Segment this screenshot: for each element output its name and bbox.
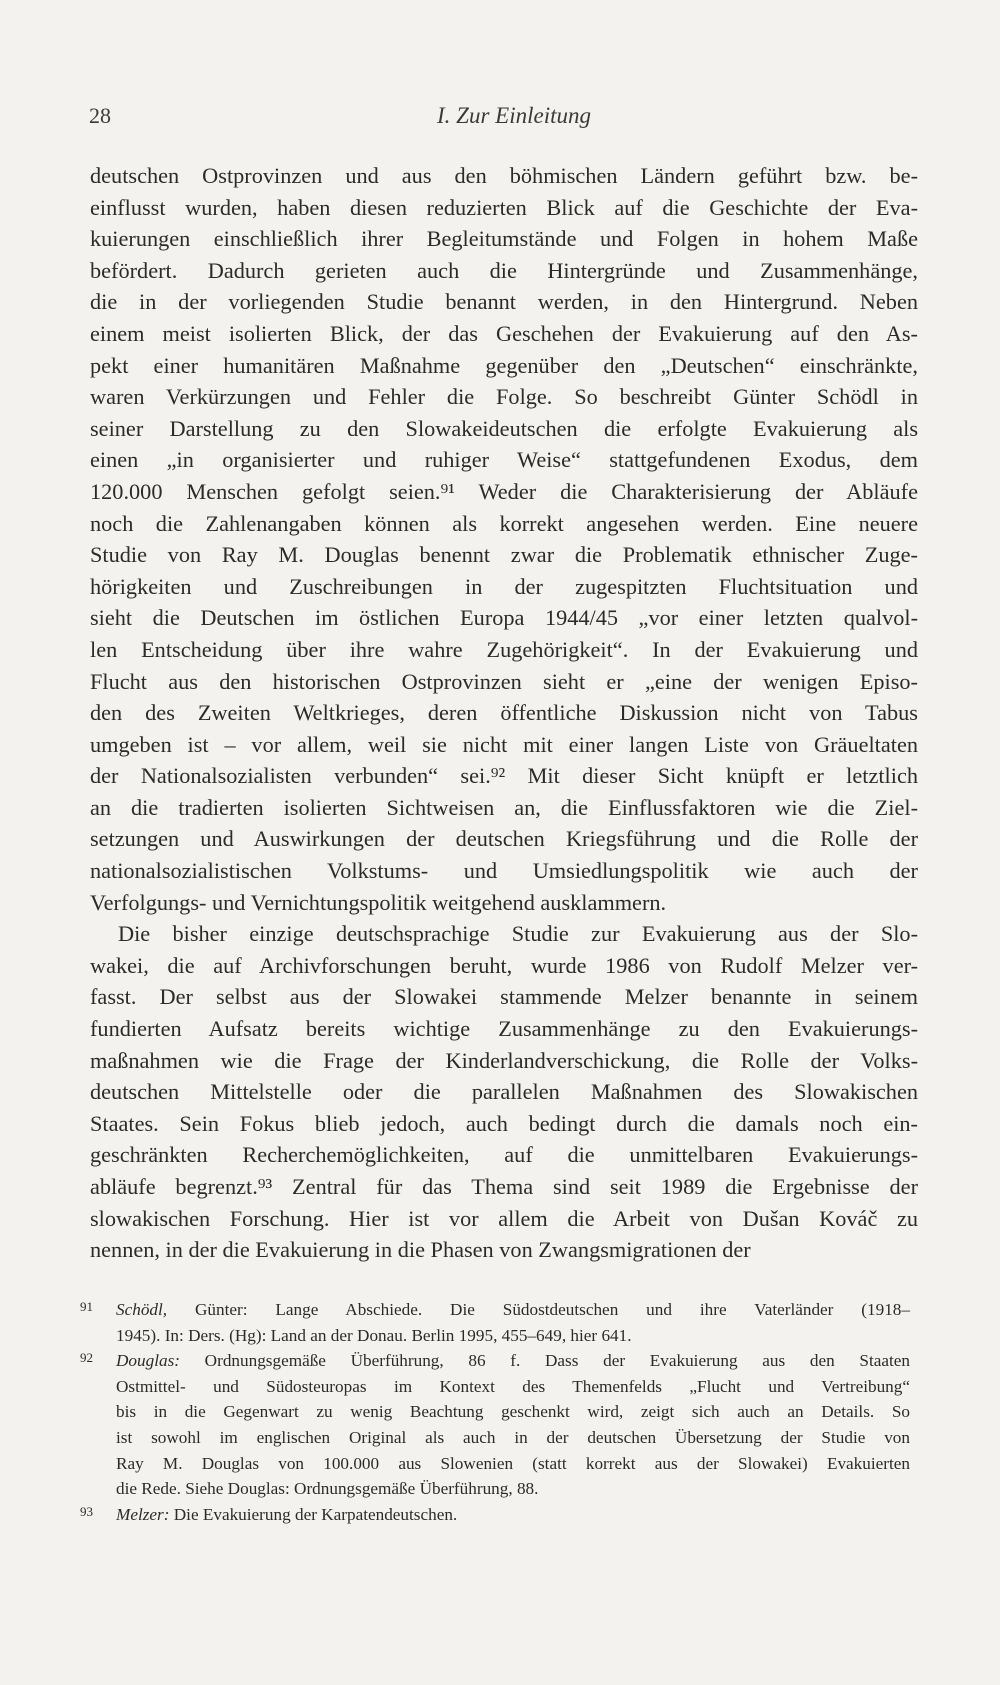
footnote <box>80 1297 910 1348</box>
footnote-number: 93 <box>80 1503 93 1519</box>
body-line: 120.000 Menschen gefolgt seien.⁹¹ Weder die Charakterisierung der Abläufe <box>90 478 918 504</box>
page-number: 28 <box>89 103 111 128</box>
body-line: an die tradierten isolierten Sichtweisen an, die Einflussfaktoren wie die Ziel- <box>90 794 918 820</box>
body-line: abläufe begrenzt.⁹³ Zentral für das Thema sind seit 1989 die Ergebnisse der <box>90 1174 918 1199</box>
footnote-line <box>116 1348 910 1374</box>
footnotes <box>80 1297 910 1527</box>
body-text <box>90 160 918 1266</box>
body-line: Flucht aus den historischen Ostprovinzen sieht er „eine der wenigen Episo- <box>90 668 918 694</box>
footnote <box>80 1502 910 1528</box>
footnote-line: Ray M. Douglas von 100.000 aus Slowenien (statt korrekt aus der Slowakei) Evakuierten <box>116 1453 910 1473</box>
footnote-text: Ordnungsgemäße Überführung, 86 f. Dass der Evakuierung aus den Staaten <box>179 1351 910 1371</box>
body-line: den des Zweiten Weltkrieges, deren öffentliche Diskussion nicht von Tabus <box>90 700 918 726</box>
body-line: einflusst wurden, haben diesen reduzierten Blick auf die Geschichte der Eva- <box>90 194 918 220</box>
footnote-number: 91 <box>80 1299 93 1314</box>
body-line: fasst. Der selbst aus der Slowakei stammende Melzer benannte in seinem <box>90 984 918 1010</box>
body-line: deutschen Ostprovinzen und aus den böhmischen Ländern geführt bzw. be- <box>90 163 918 188</box>
body-line: befördert. Dadurch gerieten auch die Hintergründe und Zusammenhänge, <box>90 257 918 283</box>
body-line: deutschen Mittelstelle oder die parallelen Maßnahmen des Slowakischen <box>90 1079 918 1105</box>
body-line: Die bisher einzige deutschsprachige Studie zur Evakuierung aus der Slo- <box>118 921 918 947</box>
body-line: hörigkeiten und Zuschreibungen in der zugespitzten Fluchtsituation und <box>90 573 918 599</box>
footnote-text: Die Evakuierung der Karpatendeutschen. <box>169 1504 458 1524</box>
body-line: seiner Darstellung zu den Slowakeideutschen die erfolgte Evakuierung als <box>90 415 918 441</box>
body-line: sieht die Deutschen im östlichen Europa 1944/45 „vor einer letzten qualvol- <box>90 605 918 631</box>
body-line: len Entscheidung über ihre wahre Zugehörigkeit“. In der Evakuierung und <box>90 636 918 662</box>
body-line: pekt einer humanitären Maßnahme gegenüber den „Deutschen“ einschränkte, <box>90 352 918 378</box>
footnote-line: die Rede. Siehe Douglas: Ordnungsgemäße Überführung, 88. <box>116 1479 539 1499</box>
body-line: noch die Zahlenangaben können als korrekt angesehen werden. Eine neuere <box>90 510 918 536</box>
footnote-line: 1945). In: Ders. (Hg): Land an der Donau. Berlin 1995, 455–649, hier 641. <box>116 1325 632 1345</box>
body-line: fundierten Aufsatz bereits wichtige Zusammenhänge zu den Evakuierungs- <box>90 1016 918 1042</box>
footnote-line: ist sowohl im englischen Original als auch in der deutschen Übersetzung der Studie von <box>116 1427 910 1447</box>
body-line: waren Verkürzungen und Fehler die Folge. So beschreibt Günter Schödl in <box>90 384 918 410</box>
footnote-text: Günter: Lange Abschiede. Die Südostdeutschen und ihre Vaterländer (1918– <box>167 1300 910 1319</box>
footnote-line: Ostmittel- und Südosteuropas im Kontext des Themenfelds „Flucht und Vertreibung“ <box>116 1376 910 1396</box>
body-line: nationalsozialistischen Volkstums- und Umsiedlungspolitik wie auch der <box>90 858 918 884</box>
footnote-line: bis in die Gegenwart zu wenig Beachtung geschenkt wird, zeigt sich auch an Details. So <box>116 1402 910 1422</box>
body-line: Verfolgungs- und Vernichtungspolitik weitgehend ausklammern. <box>90 889 667 915</box>
footnote-author: Douglas: <box>116 1351 180 1371</box>
running-title: I. Zur Einleitung <box>437 103 591 128</box>
body-line: geschränkten Recherchemöglichkeiten, auf die unmittelbaren Evakuierungs- <box>90 1142 918 1168</box>
footnote-line <box>116 1502 910 1528</box>
footnote-line <box>116 1297 910 1323</box>
footnote-author: Melzer: <box>116 1504 170 1524</box>
body-line: Studie von Ray M. Douglas benennt zwar die Problematik ethnischer Zuge- <box>90 542 918 568</box>
body-line: einen „in organisierter und ruhiger Weise“ stattgefundenen Exodus, dem <box>90 447 918 473</box>
footnote <box>80 1348 910 1502</box>
body-line: Staates. Sein Fokus blieb jedoch, auch bedingt durch die damals noch ein- <box>90 1110 918 1136</box>
body-line: einem meist isolierten Blick, der das Geschehen der Evakuierung auf den As- <box>90 320 918 346</box>
body-line: wakei, die auf Archivforschungen beruht, wurde 1986 von Rudolf Melzer ver- <box>90 952 918 978</box>
body-line: umgeben ist – vor allem, weil sie nicht mit einer langen Liste von Gräueltaten <box>90 731 918 757</box>
body-line: maßnahmen wie die Frage der Kinderlandverschickung, die Rolle der Volks- <box>90 1047 918 1073</box>
body-line: setzungen und Auswirkungen der deutschen Kriegsführung und die Rolle der <box>90 826 918 852</box>
body-line: slowakischen Forschung. Hier ist vor allem die Arbeit von Dušan Kováč zu <box>90 1205 918 1231</box>
body-line: kuierungen einschließlich ihrer Begleitumstände und Folgen in hohem Maße <box>90 226 918 252</box>
page-header <box>89 103 919 139</box>
body-line: nennen, in der die Evakuierung in die Phasen von Zwangsmigrationen der <box>90 1237 751 1263</box>
body-line: die in der vorliegenden Studie benannt werden, in den Hintergrund. Neben <box>90 289 918 315</box>
footnote-author: Schödl, <box>116 1300 168 1319</box>
footnote-number: 92 <box>80 1350 93 1366</box>
body-line: der Nationalsozialisten verbunden“ sei.⁹² Mit dieser Sicht knüpft er letztlich <box>90 763 918 789</box>
